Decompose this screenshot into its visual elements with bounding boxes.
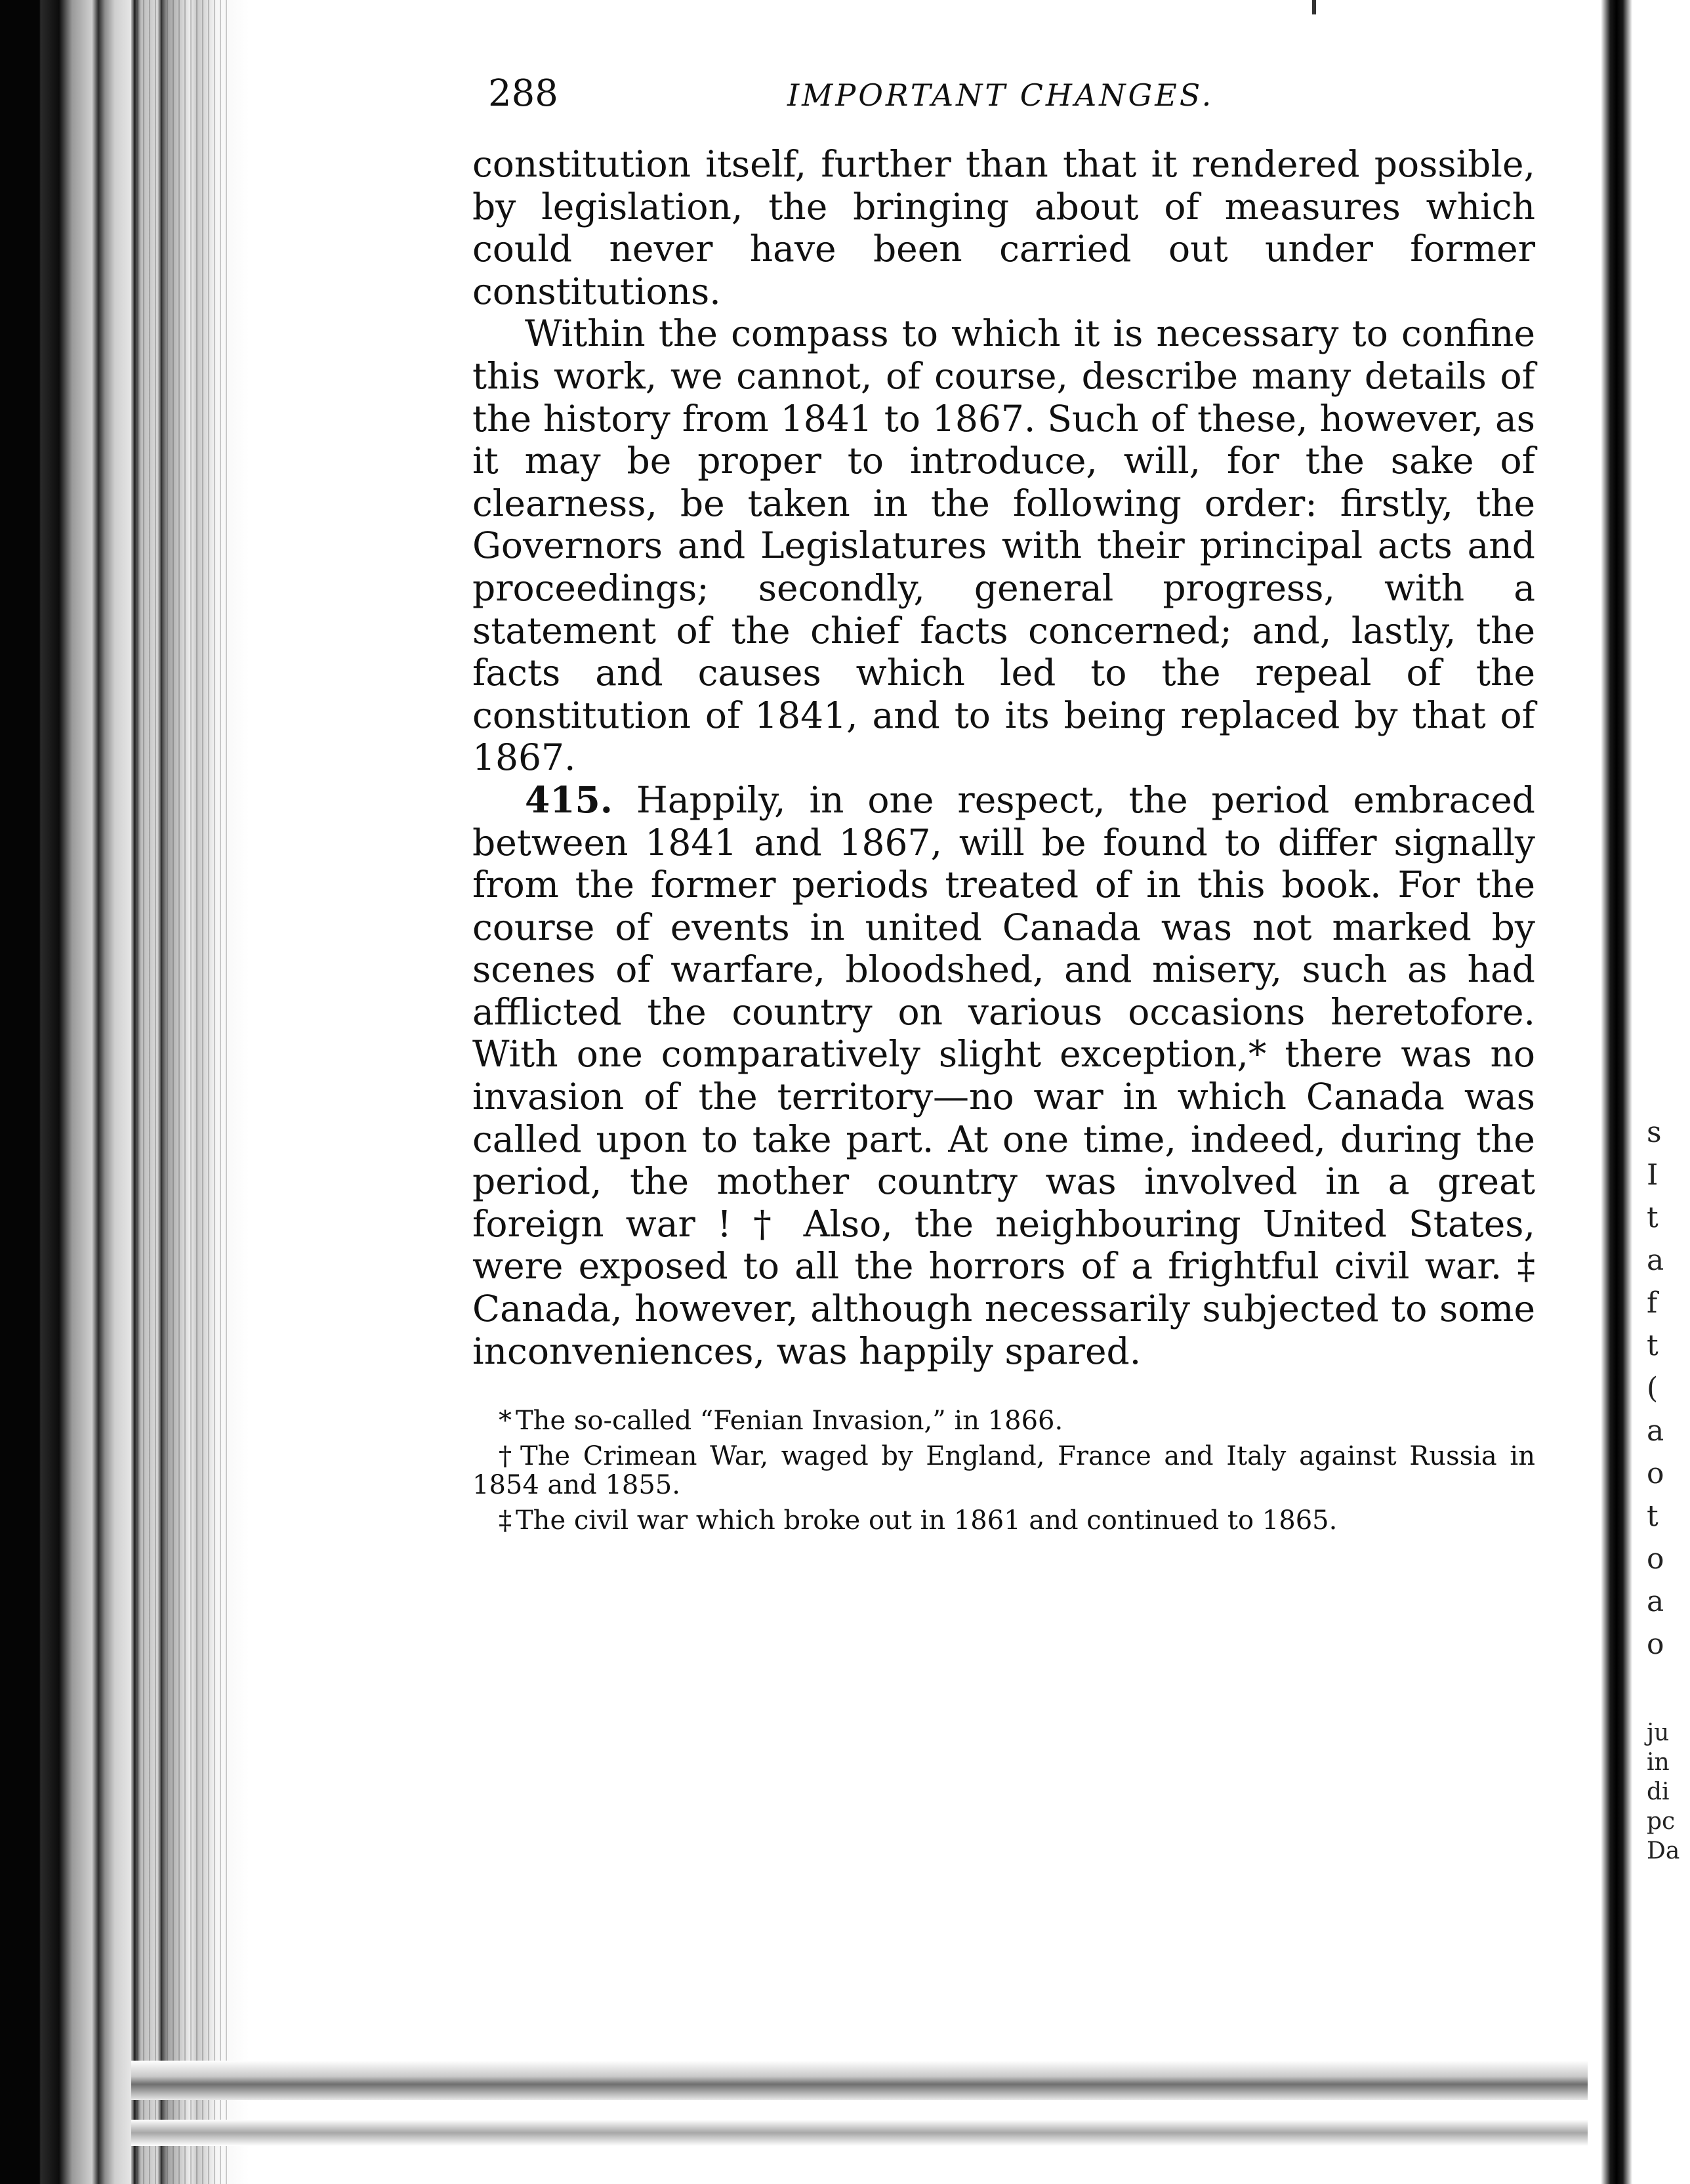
facing-page-letter: in bbox=[1647, 1749, 1670, 1776]
footnote-mark: ‡ bbox=[499, 1505, 512, 1536]
book-page-edge-stripes bbox=[131, 0, 230, 2184]
footnote-text: The civil war which broke out in 1861 and continued to 1865. bbox=[516, 1505, 1338, 1536]
facing-page-letter: t bbox=[1647, 1500, 1659, 1533]
footnotes bbox=[472, 1406, 1535, 1535]
facing-page-letter: ( bbox=[1647, 1372, 1659, 1405]
bottom-page-shadow-lower bbox=[131, 2120, 1614, 2146]
paragraph-415-text: Happily, in one respect, the period embraced between 1841 and 1867, will be found to differ signally from the former periods treated of in this book. For the course of events in united Canada was not marked by scenes of warfare, bloodshed, and misery, such as had afflicted the country on various occasions heretofore. With one comparatively slight exception,* there was no invasion of the territory—no war in which Canada was called upon to take part. At one time, indeed, during the period, the mother country was involved in a great foreign war ! † Also, the neighbouring United States, were exposed to all the horrors of a frightful civil war. ‡ Canada, however, although necessarily subjected to some inconveniences, was happily spared. bbox=[472, 778, 1535, 1372]
facing-page-letter: t bbox=[1647, 1201, 1659, 1234]
page-number: 288 bbox=[488, 72, 558, 115]
binding-gutter-line bbox=[1601, 0, 1632, 2184]
footnote-text: The Crimean War, waged by England, France and Italy against Russia in 1854 and 1855. bbox=[472, 1441, 1535, 1501]
body-text bbox=[472, 143, 1535, 1372]
footnote-crimean bbox=[472, 1442, 1535, 1500]
book-page bbox=[472, 72, 1548, 1542]
facing-page-letter: a bbox=[1647, 1244, 1664, 1277]
facing-page-letter: di bbox=[1647, 1778, 1670, 1805]
footnote-text: The so-called “Fenian Invasion,” in 1866. bbox=[516, 1406, 1063, 1437]
facing-page-letter: Da bbox=[1647, 1838, 1680, 1864]
paragraph-415 bbox=[472, 779, 1535, 1372]
footnote-fenian bbox=[472, 1406, 1535, 1435]
facing-page-letter: o bbox=[1647, 1628, 1664, 1661]
facing-page-letter: s bbox=[1647, 1116, 1662, 1149]
running-title: IMPORTANT CHANGES. bbox=[787, 77, 1214, 113]
facing-page-fragment bbox=[1640, 0, 1690, 2184]
facing-page-letter: I bbox=[1647, 1158, 1659, 1192]
facing-page-letter: o bbox=[1647, 1542, 1664, 1576]
facing-page-letter: o bbox=[1647, 1457, 1664, 1490]
facing-page-letter: pc bbox=[1647, 1808, 1676, 1835]
facing-page-letter: f bbox=[1647, 1286, 1658, 1320]
facing-page-letter: ju bbox=[1647, 1719, 1670, 1746]
bottom-page-shadow bbox=[131, 2061, 1607, 2100]
footnote-civil-war bbox=[472, 1506, 1535, 1535]
facing-page-letter: a bbox=[1647, 1585, 1664, 1618]
footnote-mark: * bbox=[499, 1406, 512, 1437]
section-number: 415. bbox=[525, 778, 613, 821]
footnote-mark: † bbox=[499, 1441, 516, 1472]
top-scan-mark bbox=[1312, 0, 1316, 14]
paragraph-compass: Within the compass to which it is necessary to confine this work, we cannot, of course, describe many details of the history from 1841 to 1867. Such of these, however, as it may be proper to introduce, will, for the sake of clearness, be taken in the following order: firstly, the Governors and Legislatures with their principal acts and proceedings; secondly, general progress, with a statement of the chief facts concerned; and, lastly, the facts and causes which led to the repeal of the constitution of 1841, and to its being replaced by that of 1867. bbox=[472, 312, 1535, 779]
facing-page-letter: t bbox=[1647, 1329, 1659, 1362]
running-head bbox=[472, 72, 1548, 131]
facing-page-letter: a bbox=[1647, 1414, 1664, 1448]
paragraph-continued: constitution itself, further than that it rendered possible, by legislation, the bringing about of measures which could never have been carried out under former constitutions. bbox=[472, 143, 1535, 312]
